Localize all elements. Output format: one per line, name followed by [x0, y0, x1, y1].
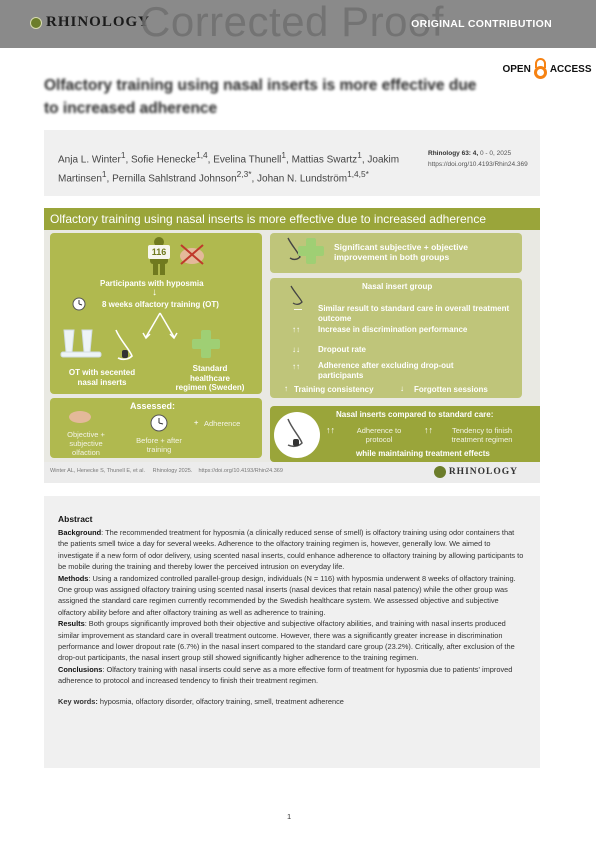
improvement-plus-icon — [298, 238, 324, 264]
result-similar-outcome: Similar result to standard care in overall treatment outcome — [318, 304, 510, 323]
forgotten-sessions: Forgotten sessions — [414, 385, 488, 394]
crossed-nose-icon — [178, 242, 206, 266]
clock-icon — [150, 414, 168, 432]
keywords-label: Key words: — [58, 696, 98, 706]
compare-title: Nasal inserts compared to standard care: — [336, 410, 494, 419]
participants-count: 116 — [148, 245, 170, 259]
header-bar — [0, 0, 596, 48]
conclusions-text: : Olfactory training with nasal inserts could serve as a more effective form of treatment for hyposmia due to patients' improved adherence to protocol and increased tendency to finish their treatment regimen. — [58, 664, 513, 686]
assessed-plus-icon: + — [194, 418, 199, 427]
training-consistency: Training consistency — [294, 385, 374, 394]
page-number: 1 — [287, 812, 292, 821]
journal-pages: 0 - 0, 2025 — [480, 150, 512, 157]
result-symbol: ↑↑ — [292, 325, 300, 334]
author-name[interactable]: Anja L. Winter — [58, 154, 121, 166]
graphical-abstract — [44, 208, 540, 483]
journal-volume: Rhinology 63: 4, — [428, 150, 479, 157]
author-affiliation: 1 — [120, 150, 126, 160]
significant-improvement-text: Significant subjective + objective improvement in both groups — [334, 242, 468, 262]
author-list: Anja L. Winter$^1$, Sofie Henecke$^{1,4}$, Evelina Thunell$^1$, Mattias Swartz$^1$, Joakim Martinsen$^1$, Pernilla Sahlstrand Johnson$^{2,3*}$, Johan N. Lundström$^{1,4,5*}$ — [58, 150, 400, 185]
compare-finish: Tendency to finish treatment regimen — [451, 426, 513, 444]
author-name[interactable]: Mattias Swartz — [291, 154, 358, 166]
methods-text: : Using a randomized controlled parallel-group design, individuals (N = 116) with hyposmia underwent 8 weeks of olfactory training. One group was assigned olfactory training using scented nasal inserts (nasal devices that retain nasal patency) while the other group was assigned the standard care regimen currently recommended by the Swedish healthcare system. We assessed objective and subjective olfactory ability before and after olfactory training as well as adherence to training. — [58, 573, 516, 617]
consistency-up-icon: ↑ — [284, 384, 288, 393]
author-name[interactable]: Sofie Henecke — [131, 154, 197, 166]
compare-symbol: ↑↑ — [326, 425, 335, 435]
abstract-heading: Abstract — [58, 514, 93, 524]
results-text: : Both groups significantly improved both their objective and subjective olfactory abilities, and training with nasal inserts produced similar improvement as standard care in overall treatment outcome. However, there was a significantly greater increase in discrimination performance and lower dropout rate (6.7%) in the nasal insert compared to the standard care group (23.2%). Critically, after exclusion of the drop-out participants, the nasal insert group still showed significantly higher adherence to the training regimen. — [58, 619, 515, 663]
author-affiliation: 1 — [101, 169, 107, 180]
graphical-abstract-footer — [44, 462, 540, 483]
result-symbol: ↓↓ — [292, 345, 300, 354]
compare-adherence: Adherence to protocol — [356, 426, 402, 444]
assessed-before-after: Before + after training — [136, 436, 182, 454]
corrected-proof-watermark: Corrected Proof — [140, 0, 444, 45]
result-discrimination: Increase in discrimination performance — [318, 325, 468, 334]
forgotten-down-icon: ↓ — [400, 384, 404, 393]
footer-logo-icon — [434, 466, 446, 478]
branch-arrows-icon — [140, 311, 180, 341]
abstract-conclusions — [58, 664, 526, 687]
author-name[interactable]: Johan N. Lundström — [257, 173, 348, 185]
methods-label: Methods — [58, 573, 89, 583]
result-symbol: — — [294, 305, 302, 314]
graphical-abstract-header: Olfactory training using nasal inserts is more effective due to increased adherence — [44, 208, 540, 230]
abstract-results — [58, 618, 526, 664]
open-access-right: ACCESS — [549, 63, 592, 75]
abstract-background — [58, 527, 526, 573]
abstract-methods — [58, 573, 526, 619]
conclusions-label: Conclusions — [58, 664, 103, 674]
author-affiliation: 1 — [357, 150, 362, 160]
nasal-inserts-icon — [58, 326, 104, 364]
nose-profile-icon — [110, 328, 140, 364]
assessed-title: Assessed: — [130, 401, 176, 411]
nose-with-insert-icon — [270, 411, 324, 459]
result-dropout: Dropout rate — [318, 345, 366, 354]
footer-citation: Winter AL, Henecke S, Thunell E, et al. Rhinology 2025. https://doi.org/10.4193/Rhin24.369 — [50, 468, 283, 474]
open-lock-icon — [534, 58, 547, 80]
open-access-badge[interactable] — [498, 52, 596, 86]
footer-logo-text: RHINOLOGY — [448, 467, 518, 477]
assessed-objective-subjective: Objective + subjective olfaction — [67, 430, 105, 457]
section-label: ORIGINAL CONTRIBUTION — [411, 18, 552, 30]
results-label: Results — [58, 619, 85, 629]
journal-info — [428, 148, 528, 170]
nasal-insert-group-title: Nasal insert group — [362, 282, 433, 291]
authors-block — [44, 130, 540, 196]
compare-symbol: ↑↑ — [424, 425, 433, 435]
training-label: 8 weeks olfactory training (OT) — [102, 300, 219, 309]
standard-group-label: Standard healthcare regimen (Sweden) — [175, 364, 245, 392]
result-symbol: ↑↑ — [292, 362, 300, 371]
author-affiliation: 2,3* — [236, 169, 252, 180]
result-adherence: Adherence after excluding drop-out participants — [318, 361, 454, 380]
background-label: Background — [58, 528, 102, 537]
journal-logo-text: RHINOLOGY — [46, 14, 151, 30]
nose-icon — [68, 408, 92, 424]
down-arrow-icon: ↓ — [152, 287, 157, 298]
footer-journal-logo — [434, 466, 518, 478]
author-name[interactable]: Pernilla Sahlstrand Johnson — [112, 173, 237, 185]
author-affiliation: 1,4 — [196, 150, 208, 160]
abstract-section — [44, 496, 540, 768]
doi-link[interactable]: https://doi.org/10.4193/Rhin24.369 — [428, 161, 528, 168]
standard-care-plus-icon — [192, 330, 220, 358]
author-affiliation: 1,4,5* — [347, 169, 369, 180]
clock-icon — [72, 297, 86, 311]
maintaining-effects: while maintaining treatment effects — [356, 449, 490, 458]
keywords-text: hyposmia, olfactory disorder, olfactory training, smell, treatment adherence — [97, 696, 344, 706]
journal-logo-icon — [30, 17, 42, 29]
background-text: : The recommended treatment for hyposmia (a clinically reduced sense of smell) is olfactory training using odor containers that the patients smell twice a day for several weeks. Adherence to the olfactory training regimen is, however, generally low. We aimed to investigate if a new form of odor delivery, using scented nasal inserts, could enhance adherence to olfactory training by allowing participants to be mobile during the training and thereby lower the perceived intrusion on everyday life. — [58, 528, 524, 572]
participants-label: Participants with hyposmia — [100, 279, 204, 288]
author-affiliation: 1 — [281, 150, 287, 160]
journal-logo[interactable] — [30, 14, 150, 31]
article-title: Olfactory training using nasal inserts is more effective due to increased adherence — [44, 77, 477, 117]
keywords — [58, 696, 526, 707]
author-name[interactable]: Joakim Martinsen — [58, 154, 400, 185]
open-access-left: OPEN — [502, 63, 531, 75]
insert-group-label: OT with secented nasal inserts — [68, 368, 136, 387]
assessed-adherence: Adherence — [204, 419, 241, 428]
author-name[interactable]: Evelina Thunell — [213, 154, 282, 166]
